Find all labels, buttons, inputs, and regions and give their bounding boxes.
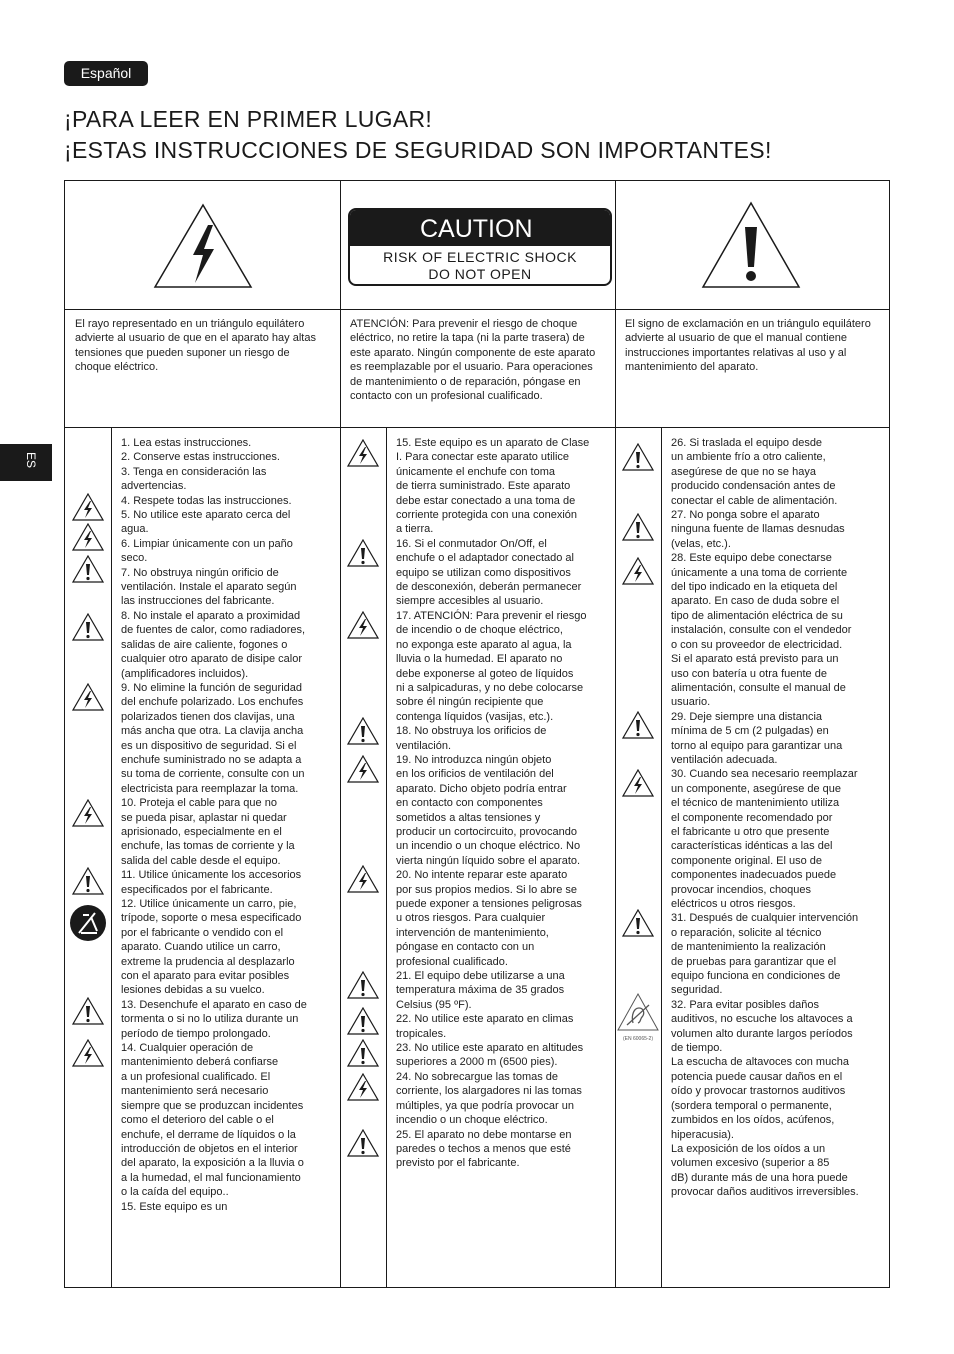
- instruction-line: o reparación, solicite al técnico: [671, 926, 822, 939]
- instruction-line: mantenimiento será necesario: [121, 1085, 269, 1098]
- instruction-line: de incendio o de choque eléctrico,: [396, 624, 563, 637]
- instruction-line: zumbidos en los oídos, acúfenos,: [671, 1114, 835, 1127]
- instruction-line: debe exponerse al goteo de líquidos: [396, 667, 574, 680]
- instruction-line: especificados por el fabricante.: [121, 883, 273, 896]
- instruction-line: 11. Utilice únicamente los accesorios: [121, 869, 302, 882]
- instruction-line: salida del cable desde el equipo.: [121, 854, 281, 867]
- lightning-warning-icon: [622, 557, 654, 585]
- instruction-line: período de tiempo prolongado.: [121, 1027, 271, 1040]
- instruction-line: (velas, etc.).: [671, 537, 731, 550]
- instruction-line: sometidos a altas tensiones y: [396, 811, 541, 824]
- instruction-line: 4. Respete todas las instrucciones.: [121, 494, 292, 507]
- instruction-line: no exponga este aparato al agua, la: [396, 638, 572, 651]
- instruction-line: múltiples, ya que podría provocar un: [396, 1099, 574, 1112]
- instruction-line: tropicales.: [396, 1027, 447, 1040]
- instruction-line: temperatura máxima de 35 grados: [396, 984, 565, 997]
- instruction-line: 9. No elimine la función de seguridad: [121, 681, 303, 694]
- instruction-line: mantenimiento deberá confiarse: [121, 1056, 279, 1069]
- instruction-line: superiores a 2000 m (6500 pies).: [396, 1056, 558, 1069]
- instruction-line: ventilación adecuada.: [671, 753, 778, 766]
- divider: [65, 309, 889, 310]
- instruction-line: de tierra suministrado. Este aparato: [396, 480, 571, 493]
- instruction-line: Celsius (95 ºF).: [396, 998, 472, 1011]
- exclamation-warning-icon: [72, 613, 104, 641]
- instruction-line: cualquier otro aparato de disipe calor: [121, 653, 303, 666]
- instruction-line: dB) durante más de una hora puede: [671, 1171, 848, 1184]
- instruction-line: introducción de objetos en el interior: [121, 1142, 298, 1155]
- exclamation-warning-icon: [347, 1129, 379, 1157]
- instruction-line: del enchufe polarizado. Los enchufes: [121, 696, 304, 709]
- instruction-line: aparato. En caso de duda sobre el: [671, 595, 840, 608]
- instruction-line: 2. Conserve estas instrucciones.: [121, 451, 280, 464]
- instruction-line: siempre accesibles al usuario.: [396, 595, 544, 608]
- instruction-line: del aparato, la exposición a la lluvia o: [121, 1157, 304, 1170]
- instruction-line: 14. Cualquier operación de: [121, 1042, 254, 1055]
- instruction-line: 22. No utilice este aparato en climas: [396, 1013, 574, 1026]
- instruction-line: sobre él ningún recipiente que: [396, 696, 544, 709]
- instruction-line: (sordera temporal o permanente,: [671, 1099, 832, 1112]
- instruction-line: las instrucciones del fabricante.: [121, 595, 275, 608]
- lightning-description: El rayo representado en un triángulo equilátero advierte al usuario de que en el aparato hay altas tensiones que pueden suponer un riesgo de choque eléctrico.: [75, 318, 316, 374]
- instruction-line: instalación, consulte con el vendedor: [671, 624, 852, 637]
- instruction-line: póngase en contacto con un: [396, 941, 535, 954]
- instruction-line: salidas de aire caliente, fogones o: [121, 638, 288, 651]
- instruction-line: de desconexión, deberán permanecer: [396, 581, 582, 594]
- instruction-line: incendio o un choque eléctrico.: [396, 1114, 548, 1127]
- instruction-line: puede exponer a tensiones peligrosas: [396, 898, 582, 910]
- divider: [111, 428, 112, 1287]
- side-language-tab: [0, 444, 52, 481]
- instruction-line: polarizados tienen dos clavijas, una: [121, 710, 295, 723]
- instruction-line: profesional cualificado.: [396, 955, 508, 968]
- exclamation-warning-icon: [347, 1039, 379, 1067]
- instruction-line: el técnico de mantenimiento utiliza: [671, 797, 840, 810]
- instruction-line: con el aparato para evitar posibles: [121, 970, 290, 983]
- instruction-line: enchufe suministrado no se adapta a: [121, 753, 302, 766]
- instruction-line: La escucha de altavoces con mucha: [671, 1056, 849, 1069]
- instruction-line: 6. Limpiar únicamente con un paño: [121, 537, 293, 550]
- instruction-line: (amplificadores incluidos).: [121, 667, 249, 680]
- instruction-line: como el deterioro del cable o el: [121, 1114, 274, 1127]
- instruction-line: usuario.: [671, 696, 711, 709]
- instruction-line: por sus propios medios. Si lo abre se: [396, 883, 577, 896]
- instruction-line: del tipo indicado en la etiqueta del: [671, 581, 838, 594]
- lightning-warning-icon: [347, 755, 379, 783]
- instruction-line: 5. No utilice este aparato cerca del: [121, 509, 291, 522]
- caution-label: [348, 208, 612, 286]
- instruction-line: es un dispositivo de seguridad. Si el: [121, 739, 297, 752]
- instruction-line: 25. El aparato no debe montarse en: [396, 1128, 572, 1141]
- instruction-line: de fuentes de calor, como radiadores,: [121, 624, 306, 637]
- instructions-column-2: [396, 436, 589, 1171]
- instruction-line: 23. No utilice este aparato en altitudes: [396, 1042, 584, 1055]
- instruction-line: electricista para reemplazar la toma.: [121, 782, 299, 795]
- instruction-line: 15. Este equipo es un: [121, 1200, 228, 1213]
- instruction-line: o la caída del equipo..: [121, 1186, 229, 1199]
- caution-line-1: RISK OF ELECTRIC SHOCK: [383, 249, 577, 265]
- instruction-line: enchufe, las tomas de corriente y la: [121, 840, 295, 853]
- divider: [661, 428, 662, 1287]
- instruction-line: por el fabricante o vendido con el: [121, 926, 284, 939]
- instruction-line: 10. Proteja el cable para que no: [121, 797, 277, 810]
- instruction-line: 27. No ponga sobre el aparato: [671, 509, 820, 522]
- instruction-line: ventilación. Instale el aparato según: [121, 581, 297, 594]
- instruction-line: volumen excesivo (superior a 85: [671, 1157, 830, 1170]
- lightning-warning-icon: [347, 1073, 379, 1101]
- instruction-line: 30. Cuando sea necesario reemplazar: [671, 768, 858, 781]
- instruction-line: ninguna fuente de llamas desnudas: [671, 523, 845, 536]
- instruction-line: a la humedad, el mal funcionamiento: [121, 1171, 301, 1184]
- instruction-line: 20. No intente reparar este aparato: [396, 869, 568, 882]
- instruction-line: más ancha que otra. La clavija ancha: [121, 725, 304, 738]
- instruction-line: potencia puede causar daños en el: [671, 1070, 843, 1083]
- instruction-line: 15. Este equipo es un aparato de Clase: [396, 437, 590, 449]
- instruction-line: características idénticas a las del: [671, 840, 833, 853]
- divider: [340, 181, 341, 1287]
- side-tab-label: ES: [24, 452, 38, 469]
- instruction-line: producido condensación antes de: [671, 480, 836, 493]
- instruction-line: advertencias.: [121, 480, 187, 493]
- instruction-line: uso con batería u otra fuente de: [671, 667, 827, 680]
- exclamation-warning-icon: [72, 555, 104, 583]
- lightning-warning-icon: [153, 203, 253, 289]
- lightning-warning-icon: [347, 611, 379, 639]
- instructions-column-1: [121, 436, 307, 1214]
- instruction-line: 7. No obstruya ningún orificio de: [121, 566, 279, 579]
- instruction-line: 31. Después de cualquier intervención: [671, 912, 859, 925]
- instruction-line: en los orificios de ventilación del: [396, 768, 554, 781]
- instruction-line: producir un cortocircuito, provocando: [396, 825, 577, 838]
- lightning-warning-icon: [72, 683, 104, 711]
- instruction-line: un ambiente frío a otro caliente,: [671, 451, 826, 464]
- instruction-line: 24. No sobrecargue las tomas de: [396, 1070, 559, 1083]
- instruction-line: 17. ATENCIÓN: Para prevenir el riesgo: [396, 609, 587, 622]
- instruction-line: 28. Este equipo debe conectarse: [671, 552, 832, 565]
- instruction-line: previsto por el fabricante.: [396, 1157, 520, 1170]
- instruction-line: seco.: [121, 552, 148, 565]
- page-title-line-2: ¡ESTAS INSTRUCCIONES DE SEGURIDAD SON IMPORTANTES!: [64, 137, 772, 163]
- instruction-line: de tiempo.: [671, 1042, 723, 1055]
- instruction-line: I. Para conectar este aparato utilice: [396, 451, 570, 464]
- instruction-line: Si el aparato está previsto para un: [671, 653, 839, 666]
- instruction-line: torno al equipo para garantizar una: [671, 739, 843, 752]
- lightning-warning-icon: [72, 1039, 104, 1067]
- page-title-line-1: ¡PARA LEER EN PRIMER LUGAR!: [64, 106, 433, 132]
- lightning-warning-icon: [347, 439, 379, 467]
- instruction-line: 26. Si traslada el equipo desde: [671, 437, 823, 449]
- instruction-line: equipo funciona en condiciones de: [671, 970, 841, 983]
- exclamation-description: El signo de exclamación en un triángulo equilátero advierte al usuario de que el manual contiene instrucciones importantes relativas al uso y al mantenimiento del aparato.: [625, 318, 871, 374]
- instruction-line: el fabricante u otro que presente: [671, 825, 830, 838]
- caution-heading: CAUTION: [350, 210, 610, 246]
- hearing-damage-icon: [617, 993, 659, 1042]
- exclamation-warning-icon: [347, 971, 379, 999]
- instruction-line: agua.: [121, 523, 149, 536]
- instruction-line: contenga líquidos (vasijas, etc.).: [396, 710, 554, 723]
- instruction-line: debe estar conectado a una toma de: [396, 494, 576, 507]
- instruction-line: componente original. El uso de: [671, 854, 823, 867]
- instruction-line: oído y provocar trastornos auditivos: [671, 1085, 846, 1098]
- instruction-line: eléctricos u otros riesgos.: [671, 898, 796, 910]
- instruction-line: mínima de 5 cm (2 pulgadas) en: [671, 725, 829, 738]
- instruction-line: extreme la prudencia al desplazarlo: [121, 955, 295, 968]
- divider: [386, 428, 387, 1287]
- instruction-line: en contacto con componentes: [396, 797, 543, 810]
- instruction-line: hiperacusia).: [671, 1128, 734, 1141]
- instruction-line: vierta ningún líquido sobre el aparato.: [396, 854, 581, 867]
- divider: [615, 181, 616, 1287]
- exclamation-warning-icon: [72, 867, 104, 895]
- safety-table: [64, 180, 890, 1288]
- instruction-line: volumen alto durante largos períodos: [671, 1027, 853, 1040]
- instruction-line: de pruebas para garantizar que el: [671, 955, 837, 968]
- instruction-line: 3. Tenga en consideración las: [121, 465, 267, 478]
- exclamation-warning-icon: [622, 711, 654, 739]
- instruction-line: corriente, los alargadores ni las tomas: [396, 1085, 582, 1098]
- instruction-line: asegúrese de que no se haya: [671, 465, 816, 478]
- lightning-warning-icon: [72, 523, 104, 551]
- instruction-line: el componente recomendado por: [671, 811, 833, 824]
- instruction-line: únicamente a una toma de corriente: [671, 566, 848, 579]
- divider: [65, 427, 889, 428]
- exclamation-warning-icon: [622, 909, 654, 937]
- lightning-warning-icon: [72, 493, 104, 521]
- lightning-warning-icon: [72, 799, 104, 827]
- instruction-line: siempre que se produzcan incidentes: [121, 1099, 304, 1112]
- instructions-column-3: [671, 436, 859, 1200]
- instruction-line: se pueda pisar, aplastar ni quedar: [121, 811, 287, 824]
- instruction-line: únicamente el enchufe con toma: [396, 465, 555, 478]
- instruction-line: componentes inadecuados puede: [671, 869, 837, 882]
- instruction-line: 19. No introduzca ningún objeto: [396, 753, 552, 766]
- instruction-line: 29. Deje siempre una distancia: [671, 710, 823, 723]
- instruction-line: a un profesional cualificado. El: [121, 1070, 271, 1083]
- instruction-line: 21. El equipo debe utilizarse a una: [396, 970, 565, 983]
- instruction-line: 16. Si el conmutador On/Off, el: [396, 537, 547, 550]
- instruction-line: paredes o techos a menos que esté: [396, 1142, 571, 1155]
- instruction-line: intervención de mantenimiento,: [396, 926, 549, 939]
- instruction-line: tipo de alimentación eléctrica de su: [671, 609, 843, 622]
- instruction-line: 1. Lea estas instrucciones.: [121, 437, 252, 449]
- instruction-line: ni a salpicaduras, y no debe colocarse: [396, 681, 584, 694]
- instruction-line: 32. Para evitar posibles daños: [671, 998, 819, 1011]
- exclamation-warning-icon: [347, 1007, 379, 1035]
- exclamation-warning-icon: [347, 539, 379, 567]
- instruction-line: provocar incendios, choques: [671, 883, 812, 896]
- instruction-line: aparato. Cuando utilice un carro,: [121, 941, 281, 954]
- instruction-line: La exposición de los oídos a un: [671, 1142, 826, 1155]
- exclamation-warning-icon: [701, 201, 801, 289]
- instruction-line: equipo se utilizan como dispositivos: [396, 566, 571, 579]
- instruction-line: u otros riesgos. Para cualquier: [396, 912, 546, 925]
- lightning-warning-icon: [622, 769, 654, 797]
- language-badge: Español: [64, 61, 148, 86]
- instruction-line: seguridad.: [671, 984, 723, 997]
- instruction-line: enchufe o el adaptador conectado al: [396, 552, 574, 565]
- instruction-line: aprisionado, especialmente en el: [121, 825, 282, 838]
- instruction-line: corriente protegida con una conexión: [396, 509, 578, 522]
- instruction-line: un incendio o un choque eléctrico. No: [396, 840, 581, 853]
- instruction-line: provocar daños auditivos irreversibles.: [671, 1186, 859, 1199]
- instruction-line: o con su proveedor de electricidad.: [671, 638, 843, 651]
- instruction-line: trípode, soporte o mesa especificado: [121, 912, 302, 925]
- instruction-line: conectar el cable de alimentación.: [671, 494, 838, 507]
- caution-line-2: DO NOT OPEN: [428, 266, 532, 282]
- instruction-line: a tierra.: [396, 523, 434, 536]
- exclamation-warning-icon: [622, 443, 654, 471]
- instruction-line: auditivos, no escuche los altavoces a: [671, 1013, 853, 1026]
- cart-tip-over-icon: [69, 903, 107, 943]
- instruction-line: aparato. Dicho objeto podría entrar: [396, 782, 567, 795]
- instruction-line: 8. No instale el aparato a proximidad: [121, 609, 301, 622]
- hearing-icon-caption: (EN 60065-2): [622, 1036, 653, 1042]
- instruction-line: lesiones debidas a su vuelco.: [121, 984, 265, 997]
- instruction-line: 18. No obstruya los orificios de: [396, 725, 547, 738]
- instruction-line: lluvia o la humedad. El aparato no: [396, 653, 563, 666]
- instruction-line: un componente, asegúrese de que: [671, 782, 842, 795]
- instruction-line: 12. Utilice únicamente un carro, pie,: [121, 898, 297, 910]
- exclamation-warning-icon: [622, 513, 654, 541]
- instruction-line: tormenta o si no lo utiliza durante un: [121, 1013, 299, 1026]
- instruction-line: 13. Desenchufe el aparato en caso de: [121, 998, 307, 1011]
- exclamation-warning-icon: [347, 717, 379, 745]
- instruction-line: ventilación.: [396, 739, 452, 752]
- instruction-line: enchufe, el derrame de líquidos o la: [121, 1128, 296, 1141]
- instruction-line: alimentación, consulte el manual de: [671, 681, 846, 694]
- lightning-warning-icon: [347, 865, 379, 893]
- instruction-line: de mantenimiento la realización: [671, 941, 826, 954]
- caution-description: ATENCIÓN: Para prevenir el riesgo de choque eléctrico, no retire la tapa (ni la parte trasera) de este aparato. Ningún componente de este aparato es reemplazable por el usuario. Para operaciones de mantenimiento o de reparación, póngase en contacto con un profesional cualificado.: [350, 318, 596, 403]
- exclamation-warning-icon: [72, 997, 104, 1025]
- instruction-line: su toma de corriente, consulte con un: [121, 768, 305, 781]
